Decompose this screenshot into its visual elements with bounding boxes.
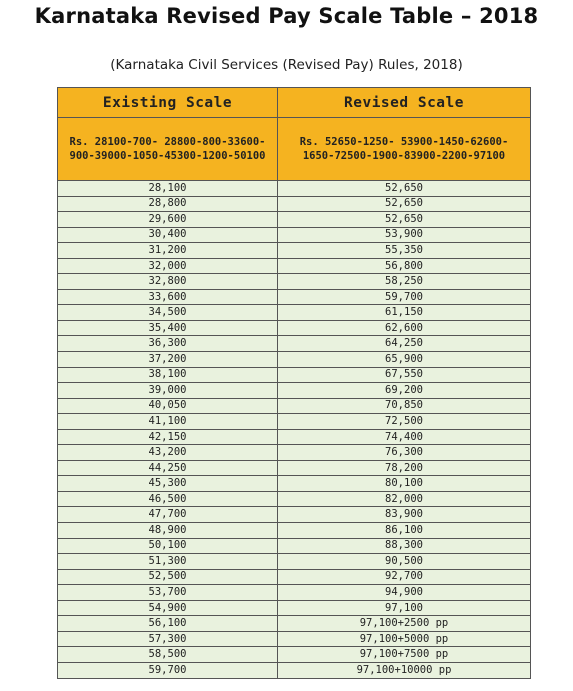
table-row <box>58 507 531 523</box>
revised-pay-cell: 52,650 <box>278 196 531 212</box>
pay-scale-table <box>57 87 531 679</box>
table-row <box>58 585 531 601</box>
table-row <box>58 569 531 585</box>
revised-pay-cell: 97,100 <box>278 600 531 616</box>
existing-pay-cell: 37,200 <box>58 352 278 368</box>
header-revised-scale: Revised Scale <box>278 88 531 118</box>
revised-pay-cell: 52,650 <box>278 212 531 228</box>
revised-pay-cell: 94,900 <box>278 585 531 601</box>
revised-pay-cell: 82,000 <box>278 491 531 507</box>
existing-pay-cell: 46,500 <box>58 491 278 507</box>
revised-pay-cell: 69,200 <box>278 383 531 399</box>
existing-pay-cell: 52,500 <box>58 569 278 585</box>
existing-pay-cell: 32,800 <box>58 274 278 290</box>
header-existing-scale: Existing Scale <box>58 88 278 118</box>
existing-pay-cell: 48,900 <box>58 523 278 539</box>
existing-pay-cell: 29,600 <box>58 212 278 228</box>
table-row <box>58 600 531 616</box>
table-row <box>58 429 531 445</box>
revised-pay-cell: 92,700 <box>278 569 531 585</box>
scale-definition-row <box>58 118 531 181</box>
table-row <box>58 258 531 274</box>
revised-pay-cell: 78,200 <box>278 460 531 476</box>
table-row <box>58 460 531 476</box>
revised-pay-cell: 76,300 <box>278 445 531 461</box>
existing-pay-cell: 41,100 <box>58 414 278 430</box>
existing-pay-cell: 36,300 <box>58 336 278 352</box>
page-title: Karnataka Revised Pay Scale Table – 2018 <box>34 4 539 28</box>
revised-pay-cell: 59,700 <box>278 289 531 305</box>
table-row <box>58 616 531 632</box>
revised-pay-cell: 61,150 <box>278 305 531 321</box>
revised-pay-cell: 90,500 <box>278 554 531 570</box>
existing-pay-cell: 59,700 <box>58 662 278 678</box>
table-row <box>58 523 531 539</box>
table-row <box>58 383 531 399</box>
table-row <box>58 367 531 383</box>
revised-pay-cell: 56,800 <box>278 258 531 274</box>
revised-pay-cell: 74,400 <box>278 429 531 445</box>
existing-scale-range <box>58 118 278 181</box>
existing-pay-cell: 51,300 <box>58 554 278 570</box>
existing-pay-cell: 56,100 <box>58 616 278 632</box>
table-row <box>58 631 531 647</box>
table-row <box>58 181 531 197</box>
revised-pay-cell: 62,600 <box>278 320 531 336</box>
revised-pay-cell: 83,900 <box>278 507 531 523</box>
existing-pay-cell: 43,200 <box>58 445 278 461</box>
existing-pay-cell: 42,150 <box>58 429 278 445</box>
revised-pay-cell: 67,550 <box>278 367 531 383</box>
revised-pay-cell: 55,350 <box>278 243 531 259</box>
existing-pay-cell: 50,100 <box>58 538 278 554</box>
table-body <box>58 181 531 679</box>
table-row <box>58 538 531 554</box>
table-row <box>58 352 531 368</box>
revised-pay-cell: 97,100+7500 pp <box>278 647 531 663</box>
existing-pay-cell: 35,400 <box>58 320 278 336</box>
existing-pay-cell: 28,100 <box>58 181 278 197</box>
revised-scale-range <box>278 118 531 181</box>
existing-pay-cell: 54,900 <box>58 600 278 616</box>
revised-pay-cell: 97,100+2500 pp <box>278 616 531 632</box>
existing-pay-cell: 38,100 <box>58 367 278 383</box>
existing-pay-cell: 33,600 <box>58 289 278 305</box>
existing-pay-cell: 39,000 <box>58 383 278 399</box>
existing-pay-cell: 30,400 <box>58 227 278 243</box>
revised-pay-cell: 86,100 <box>278 523 531 539</box>
existing-pay-cell: 32,000 <box>58 258 278 274</box>
existing-pay-cell: 28,800 <box>58 196 278 212</box>
table-row <box>58 227 531 243</box>
table-row <box>58 320 531 336</box>
existing-pay-cell: 58,500 <box>58 647 278 663</box>
revised-pay-cell: 58,250 <box>278 274 531 290</box>
revised-pay-cell: 88,300 <box>278 538 531 554</box>
existing-pay-cell: 47,700 <box>58 507 278 523</box>
revised-pay-cell: 80,100 <box>278 476 531 492</box>
revised-pay-cell: 52,650 <box>278 181 531 197</box>
table-row <box>58 662 531 678</box>
table-row <box>58 212 531 228</box>
table-row <box>58 289 531 305</box>
revised-pay-cell: 64,250 <box>278 336 531 352</box>
existing-pay-cell: 53,700 <box>58 585 278 601</box>
existing-pay-cell: 44,250 <box>58 460 278 476</box>
existing-pay-cell: 45,300 <box>58 476 278 492</box>
table-row <box>58 305 531 321</box>
revised-scale-range-text: Rs. 52650-1250- 53900-1450-62600-1650-72500-1900-83900-2200-97100 <box>299 136 509 162</box>
existing-pay-cell: 40,050 <box>58 398 278 414</box>
table-row <box>58 414 531 430</box>
table-row <box>58 491 531 507</box>
table-row <box>58 196 531 212</box>
table-row <box>58 554 531 570</box>
revised-pay-cell: 97,100+5000 pp <box>278 631 531 647</box>
revised-pay-cell: 70,850 <box>278 398 531 414</box>
revised-pay-cell: 53,900 <box>278 227 531 243</box>
revised-pay-cell: 72,500 <box>278 414 531 430</box>
existing-scale-range-text: Rs. 28100-700- 28800-800-33600-900-39000-1050-45300-1200-50100 <box>69 136 266 162</box>
existing-pay-cell: 34,500 <box>58 305 278 321</box>
table-row <box>58 647 531 663</box>
table-row <box>58 243 531 259</box>
table-row <box>58 336 531 352</box>
revised-pay-cell: 97,100+10000 pp <box>278 662 531 678</box>
revised-pay-cell: 65,900 <box>278 352 531 368</box>
table-row <box>58 476 531 492</box>
table-row <box>58 398 531 414</box>
table-row <box>58 445 531 461</box>
existing-pay-cell: 31,200 <box>58 243 278 259</box>
page-subtitle: (Karnataka Civil Services (Revised Pay) Rules, 2018) <box>110 57 463 73</box>
table-row <box>58 274 531 290</box>
table-header-row <box>58 88 531 118</box>
existing-pay-cell: 57,300 <box>58 631 278 647</box>
